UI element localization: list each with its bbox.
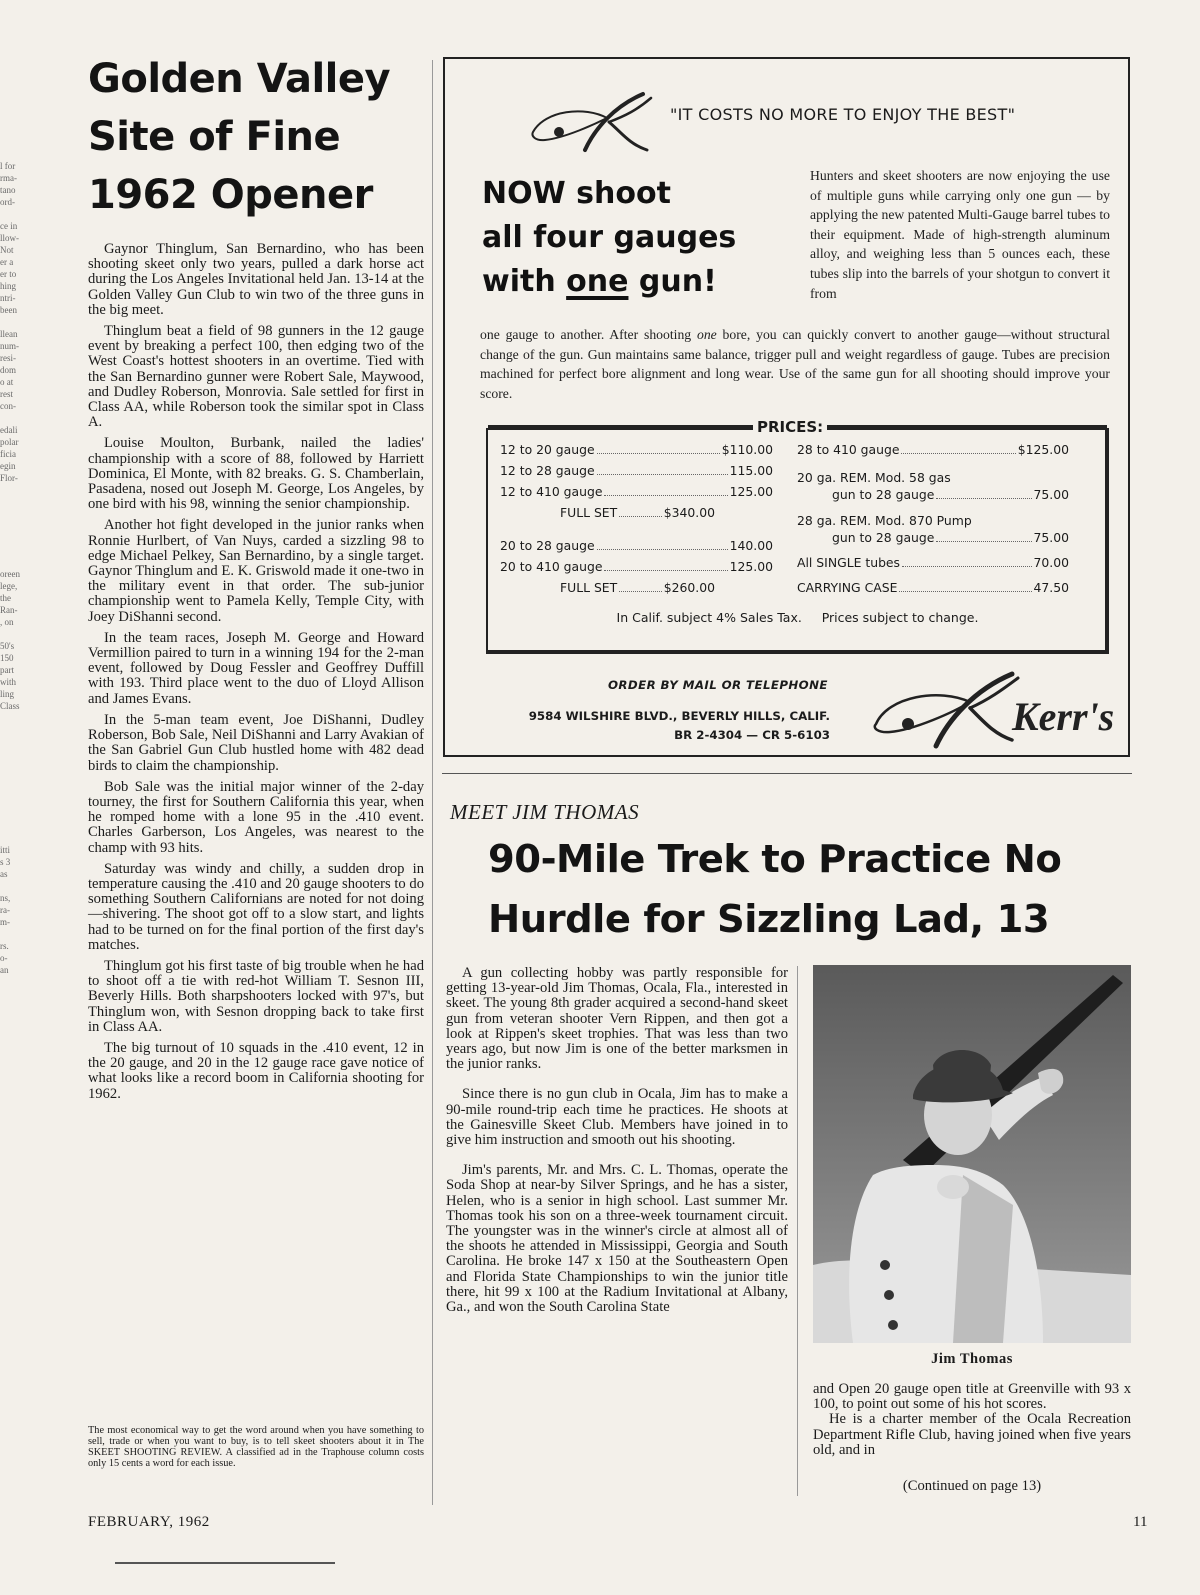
headline-line: Golden Valley — [88, 56, 391, 102]
price-label: 12 to 28 gauge — [500, 463, 595, 478]
bleed-fragment: ce in — [0, 221, 18, 231]
bleed-fragment: con- — [0, 401, 16, 411]
bleed-fragment: num- — [0, 341, 19, 351]
price-row — [500, 463, 773, 478]
paragraph: Jim's parents, Mr. and Mrs. C. L. Thomas, operate the Soda Shop at near-by Silver Springs, and he has a sister, Helen, who is a senior in high school. Last summer Mr. Thomas took his son on a three-week tournament circuit. The youngster was in the winner's circle at almost all of the shoots he attended in Mississippi, Georgia and South Carolina. He broke 147 x 150 at the Southeastern Open and Florida State Championships to win the junior title there, hit 99 x 100 at the Radium Invitational at Albany, Ga., and won the South Carolina State — [446, 1162, 788, 1316]
bleed-fragment: polar — [0, 437, 19, 447]
bleed-fragment — [0, 628, 16, 640]
ad-description: Hunters and skeet shooters are now enjoying the use of multiple guns while carrying only one gun — by applying the new patented Multi-Gauge barrel tubes to their equipment. Made of high-strength aluminum alloy, and weighing less than 5 ounces each, these tubes slip into the barrels of your shotgun to convert it from — [810, 168, 1110, 301]
bleed-fragment: s 3 — [0, 857, 11, 867]
bleed-fragment: tano — [0, 185, 16, 195]
headline-line: 90-Mile Trek to Practice No — [488, 837, 1062, 882]
bleed-fragment: o- — [0, 953, 8, 963]
price-row — [797, 580, 1069, 595]
bleed-fragment: 50's — [0, 641, 15, 651]
bleed-fragment — [0, 496, 16, 508]
price-value: 75.00 — [1033, 487, 1069, 502]
bleed-fragment — [0, 928, 16, 940]
price-label: 20 to 410 gauge — [500, 559, 603, 574]
order-line: ORDER BY MAIL OR TELEPHONE — [608, 678, 828, 692]
price-label: 12 to 20 gauge — [500, 442, 595, 457]
left-article-body — [88, 242, 424, 1108]
kerrs-monogram-icon — [525, 88, 660, 156]
bleed-fragment: as — [0, 869, 8, 879]
bleed-fragment — [0, 556, 16, 568]
price-label: gun to 28 gauge — [832, 530, 935, 545]
bleed-fragment — [0, 520, 16, 532]
price-label: 12 to 410 gauge — [500, 484, 603, 499]
bleed-fragment: part — [0, 665, 14, 675]
price-value: 47.50 — [1033, 580, 1069, 595]
issue-date: FEBRUARY, 1962 — [88, 1514, 210, 1530]
paragraph: Thinglum beat a field of 98 gunners in the 12 gauge event by breaking a perfect 100, then edging two of the West Coast's hottest shooters in an overtime. Tied with the San Bernardino gunner were Robert Sale, Maywood, and Dudley Roberson, Monrovia. Sale settled for first in Class AA, while Roberson took the similar spot in Class A. — [88, 323, 424, 431]
price-value: $110.00 — [721, 442, 773, 457]
bleed-fragment: 150 — [0, 653, 14, 663]
bleed-fragment — [0, 760, 16, 772]
story-continuation — [813, 1382, 1131, 1458]
bleed-fragment: ling — [0, 689, 15, 699]
headline-word: gun! — [628, 264, 717, 299]
price-row — [832, 487, 1069, 502]
headline-line: all four gauges — [482, 220, 737, 255]
price-row — [797, 442, 1069, 457]
bleed-fragment: Ran- — [0, 605, 18, 615]
photo-caption: Jim Thomas — [931, 1351, 1013, 1367]
bleed-fragment: er to — [0, 269, 17, 279]
bleed-fragment — [0, 784, 16, 796]
bleed-fragment — [0, 796, 16, 808]
story-headline — [488, 830, 1148, 950]
price-label: 28 ga. REM. Mod. 870 Pump — [797, 513, 972, 528]
story-top-rule — [442, 773, 1132, 774]
bleed-fragment — [0, 712, 16, 724]
price-value: $125.00 — [1017, 442, 1069, 457]
bleed-fragment: egin — [0, 461, 16, 471]
paragraph: In the team races, Joseph M. George and Howard Vermillion paired to turn in a winning 194 for the 2-man event, followed by Doug Fessler and Geoffrey Duffill with 193. Third place went to the duo of Lloyd Allison and James Evans. — [88, 629, 424, 707]
bleed-fragment — [0, 532, 16, 544]
bleed-fragment — [0, 808, 16, 820]
bleed-fragment: an — [0, 965, 9, 975]
bleed-fragment — [0, 736, 16, 748]
bleed-fragment: itti — [0, 845, 11, 855]
tax-note: In Calif. subject 4% Sales Tax. — [616, 610, 802, 625]
story-kicker: MEET JIM THOMAS — [450, 800, 640, 824]
bleed-fragment — [0, 412, 16, 424]
bleed-fragment: rs. — [0, 941, 9, 951]
bleed-fragment: with — [0, 677, 17, 687]
bleed-fragment: o at — [0, 377, 14, 387]
address: 9584 WILSHIRE BLVD., BEVERLY HILLS, CALIF. — [528, 709, 830, 723]
bleed-fragment: l for — [0, 161, 16, 171]
kerrs-logo — [862, 668, 1115, 750]
phone-numbers: BR 2-4304 — CR 5-6103 — [674, 728, 830, 742]
bleed-fragment — [0, 508, 16, 520]
paragraph: He is a charter member of the Ocala Recreation Department Rifle Club, having joined when five years old, and in — [813, 1411, 1131, 1458]
price-row — [832, 530, 1069, 545]
price-value: 70.00 — [1033, 555, 1069, 570]
price-label: 28 to 410 gauge — [797, 442, 900, 457]
footer-rule — [115, 1562, 335, 1564]
price-value: 115.00 — [729, 463, 773, 478]
paragraph: In the 5-man team event, Joe DiShanni, Dudley Roberson, Bob Sale, Neil DiShanni and Larry Avakian of the San Gabriel Gun Club hustled home with 482 dead birds to claim the championship. — [88, 711, 424, 774]
bleed-fragment: rma- — [0, 173, 17, 183]
bleed-fragment: hing — [0, 281, 17, 291]
bleed-fragment: ra- — [0, 905, 10, 915]
bleed-fragment: llean — [0, 329, 18, 339]
description-emphasis: one — [696, 327, 717, 342]
bleed-fragment — [0, 724, 16, 736]
price-row — [500, 442, 773, 457]
adjacent-page-bleed — [0, 160, 20, 1260]
paragraph: Since there is no gun club in Ocala, Jim has to make a 90-mile round-trip each time he practices. He shoots at the Gainesville Skeet Club. Members have joined in to give him instruction and smooth out his shooting. — [446, 1086, 788, 1149]
price-value: 125.00 — [729, 559, 773, 574]
headline-underlined-word: one — [566, 264, 629, 299]
price-label: FULL SET — [560, 580, 618, 595]
description-text: one gauge to another. After shooting — [480, 327, 697, 342]
paragraph: Bob Sale was the initial major winner of the 2-day tourney, the first for Southern California this year, when he romped home with a lone 95 in the .410 event. Charles Garberson, Los Angeles, was nearest to the champ with 93 hits. — [88, 778, 424, 856]
bleed-fragment: lege, — [0, 581, 18, 591]
column-divider — [432, 60, 433, 1505]
bleed-fragment: dom — [0, 365, 17, 375]
price-row — [797, 555, 1069, 570]
bleed-fragment — [0, 880, 16, 892]
price-value: 75.00 — [1033, 530, 1069, 545]
bleed-fragment: Not — [0, 245, 14, 255]
bleed-fragment — [0, 748, 16, 760]
ad-address-block — [520, 707, 830, 745]
bleed-fragment: edali — [0, 425, 18, 435]
bleed-fragment: oreen — [0, 569, 20, 579]
bleed-fragment — [0, 484, 16, 496]
continued-note: (Continued on page 13) — [902, 1478, 1042, 1494]
headline-line: Hurdle for Sizzling Lad, 13 — [488, 897, 1050, 942]
price-value: $340.00 — [663, 505, 715, 520]
bleed-fragment — [0, 544, 16, 556]
ad-description-continued — [480, 325, 1110, 403]
paragraph: Gaynor Thinglum, San Bernardino, who has been shooting skeet only two years, pulled a dark horse act during the Los Angeles Invitational held Jan. 13-14 at the Golden Valley Gun Club to win two of the three guns in the big meet. — [88, 241, 424, 318]
price-value: 140.00 — [729, 538, 773, 553]
bleed-fragment — [0, 208, 16, 220]
bleed-fragment: ficia — [0, 449, 16, 459]
price-label: 20 ga. REM. Mod. 58 gas — [797, 470, 951, 485]
price-notes — [488, 610, 1107, 625]
bleed-fragment: ord- — [0, 197, 15, 207]
paragraph: The big turnout of 10 squads in the .410 event, 12 in the 20 gauge, and 20 in the 12 gauge race gave notice of what looks like a record boom in California shooting for 1962. — [88, 1039, 424, 1102]
bleed-fragment: er a — [0, 257, 14, 267]
paragraph: A gun collecting hobby was partly responsible for getting 13-year-old Jim Thomas, Ocala, Fla., interested in skeet. The young 8th grader acquired a second-hand skeet gun from veteran shooter Vern Rippen, and then got a look at Rippen's skeet trophies. That was less than two years ago, but now Jim is one of the better marksmen in the junior ranks. — [446, 965, 788, 1073]
paragraph: and Open 20 gauge open title at Greenville with 93 x 100, to point out some of his hot scores. — [813, 1381, 1131, 1413]
prices-title: PRICES: — [753, 418, 827, 436]
headline-line: 1962 Opener — [88, 172, 373, 218]
bleed-fragment — [0, 820, 16, 832]
left-article-headline — [88, 50, 428, 224]
bleed-fragment: m- — [0, 917, 10, 927]
price-value: $260.00 — [663, 580, 715, 595]
bleed-fragment: llow- — [0, 233, 19, 243]
price-label: All SINGLE tubes — [797, 555, 901, 570]
price-label: FULL SET — [560, 505, 618, 520]
bleed-fragment — [0, 772, 16, 784]
price-label: 20 to 28 gauge — [500, 538, 595, 553]
price-row — [560, 580, 715, 595]
paragraph: Saturday was windy and chilly, a sudden drop in temperature causing the .410 and 20 gauge shooters to do something Southern Californians are noted for not doing—shivering. The shoot got off to a slow start, and lights had to be turned on for the final portion of the first day's matches. — [88, 860, 424, 953]
paragraph: Another hot fight developed in the junior ranks when Ronnie Hurlbert, of Van Nuys, carded a sizzling 98 to edge Michael Pelkey, San Bernardino, by a single target. Gaynor Thinglum and E. K. Griswold made it one-two in the military event in that order. The sub-junior championship went to Pamela Kelly, Temple City, with Joey DiShanni second. — [88, 517, 424, 625]
price-label: gun to 28 gauge — [832, 487, 935, 502]
bleed-fragment: Flor- — [0, 473, 18, 483]
traphouse-note: The most economical way to get the word around when you have something to sell, trade or when you want to buy, is to tell skeet shooters about it in The SKEET SHOOTING REVIEW. A classified ad in the Traphouse column costs only 15 cents a word for each issue. — [88, 1425, 424, 1469]
price-label: CARRYING CASE — [797, 580, 898, 595]
bleed-fragment — [0, 316, 16, 328]
price-row — [560, 505, 715, 520]
change-note: Prices subject to change. — [821, 610, 979, 625]
price-row — [500, 538, 773, 553]
bleed-fragment: ns, — [0, 893, 11, 903]
bleed-fragment: , on — [0, 617, 14, 627]
headline-line: NOW shoot — [482, 176, 671, 211]
page-number: 11 — [1133, 1514, 1148, 1530]
headline-line: Site of Fine — [88, 114, 341, 160]
column-divider — [797, 966, 798, 1496]
bleed-fragment: the — [0, 593, 11, 603]
logo-wordmark: Kerr's — [1012, 694, 1115, 739]
bleed-fragment: ntri- — [0, 293, 16, 303]
bleed-fragment: rest — [0, 389, 13, 399]
headline-word: with — [482, 264, 567, 299]
ad-headline — [482, 172, 772, 304]
bleed-fragment: been — [0, 305, 17, 315]
description-text: bore, you can quickly convert to another gauge—without structural change of the gun. Gun maintains same balance, trigger pull and weight regardless of gauge. Tubes are precision machined for perfect bore alignment and long wear. Use of the same gun for all shooting should improve your score. — [480, 327, 1110, 401]
bleed-fragment: resi- — [0, 353, 16, 363]
jim-thomas-photo — [813, 965, 1131, 1343]
bleed-fragment — [0, 832, 16, 844]
ad-slogan: "IT COSTS NO MORE TO ENJOY THE BEST" — [670, 105, 1016, 124]
paragraph: Thinglum got his first taste of big trouble when he had to shoot off a tie with red-hot William T. Sesnon III, Beverly Hills. Both sharpshooters locked with 97's, but Thinglum won, with Sesnon dropping back to take first in Class AA. — [88, 957, 424, 1035]
headline-line — [482, 260, 772, 304]
price-value: 125.00 — [729, 484, 773, 499]
bleed-fragment: Class — [0, 701, 20, 711]
paragraph: Louise Moulton, Burbank, nailed the ladies' championship with a score of 88, followed by Harriett Dominica, El Monte, with 82 breaks. G. S. Chamberlain, Pasadena, nosed out Joseph M. George, Los Angeles, by one bird with his 98, winning the senior championship. — [88, 435, 424, 513]
price-row — [500, 559, 773, 574]
story-body — [446, 966, 788, 1330]
price-row — [500, 484, 773, 499]
